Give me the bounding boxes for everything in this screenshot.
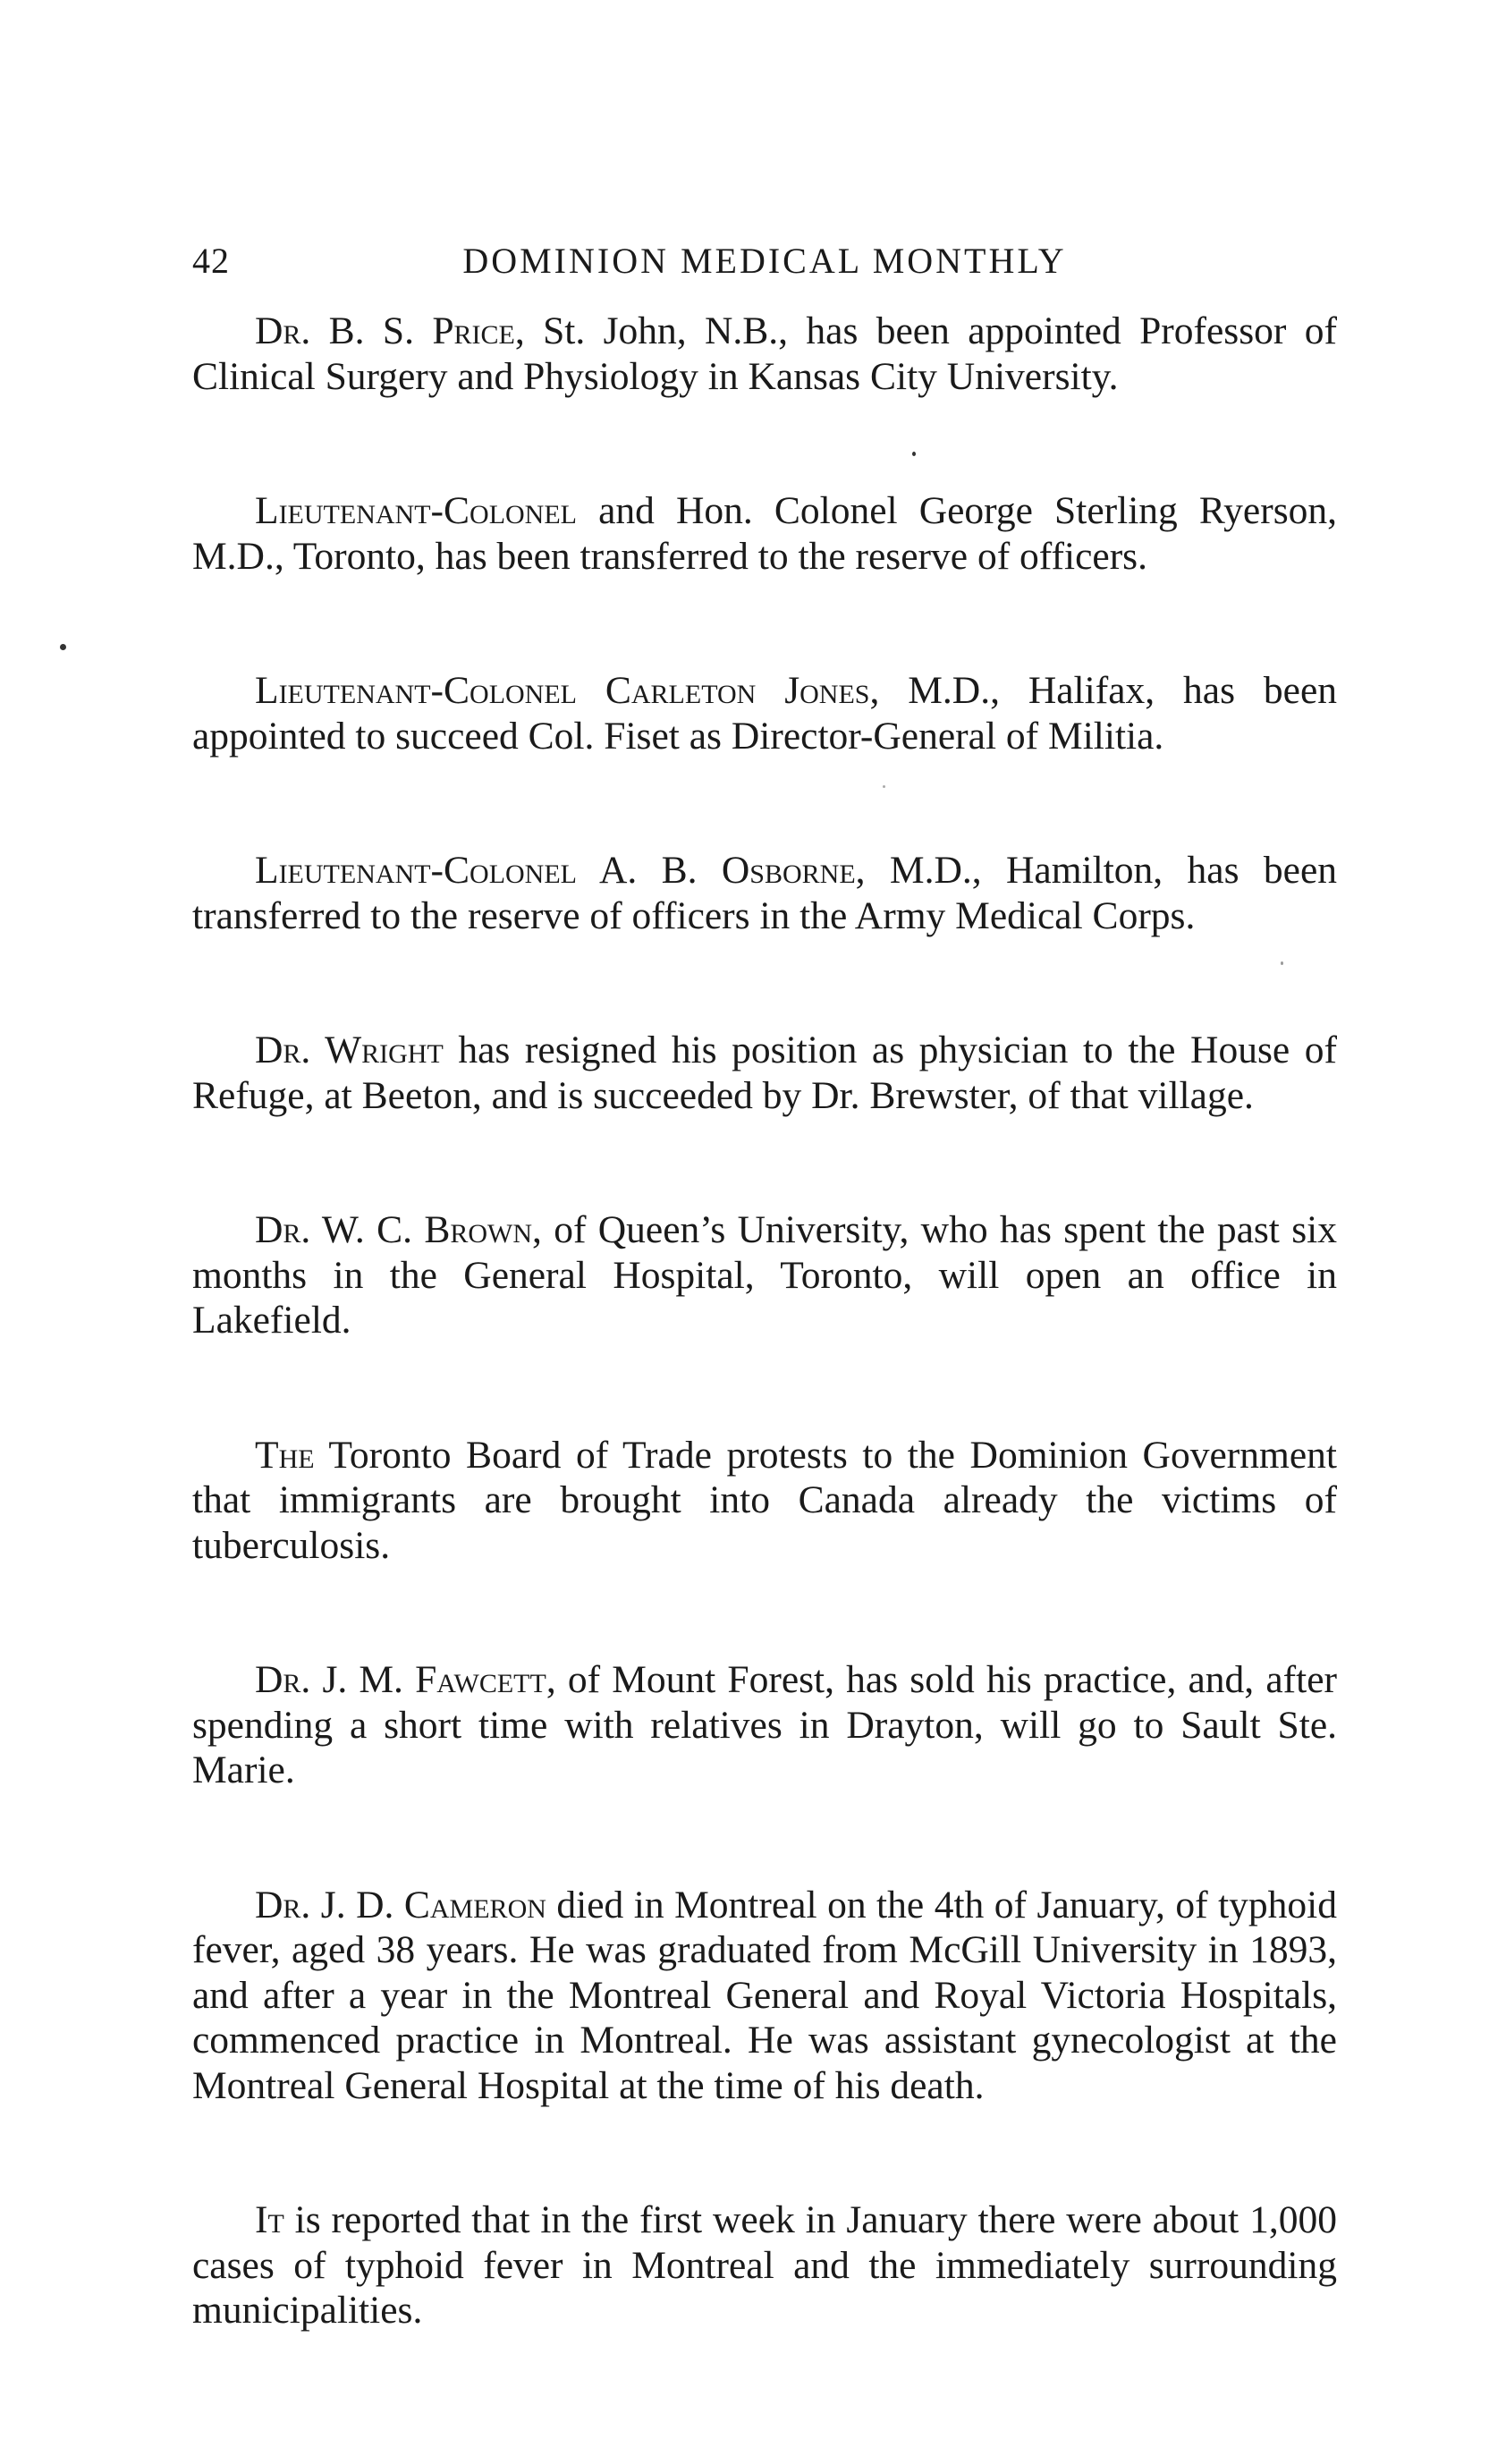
item-lead: Lieutenant-Colonel — [255, 489, 577, 532]
item-lead: The — [255, 1433, 315, 1477]
item-text: and Hon. Colonel George Sterling Ryerson, M.D., Toronto, has been transferred to the reserve of officers. — [192, 489, 1337, 578]
item-lead: It — [255, 2198, 284, 2241]
item-text: of Queen’s University, who has spent the past six months in the General Hospital, Toronto, will open an office in Lakefield. — [192, 1208, 1337, 1342]
item-lead: Dr. J. D. Cameron — [255, 1883, 546, 1926]
news-item — [192, 1883, 1337, 2109]
item-text: is reported that in the first week in January there were about 1,000 cases of typhoid fever in Montreal and the immediately surrounding municipalities. — [192, 2198, 1337, 2332]
item-lead: Lieutenant-Colonel Carleton Jones, — [255, 669, 880, 712]
item-lead: Lieutenant-Colonel A. B. Osborne, — [255, 849, 866, 892]
news-item — [192, 309, 1337, 399]
item-lead: Dr. B. S. Price, — [255, 309, 525, 352]
item-lead: Dr. J. M. Fawcett, — [255, 1658, 556, 1701]
news-items — [192, 309, 1337, 2423]
item-text: of Mount Forest, has sold his practice, and, after spending a short time with relatives in Drayton, will go to Sault Ste. Marie. — [192, 1658, 1337, 1791]
page-header — [192, 240, 1337, 293]
news-item — [192, 488, 1337, 579]
scan-speck — [912, 452, 916, 456]
scan-speck — [60, 644, 66, 650]
item-text: M.D., Hamilton, has been transferred to the reserve of officers in the Army Medical Corps. — [192, 849, 1338, 937]
item-text: St. John, N.B., has been appointed Professor of Clinical Surgery and Physiology in Kansas City University. — [192, 309, 1337, 398]
news-item — [192, 2197, 1337, 2333]
item-lead: Dr. Wright — [255, 1029, 444, 1071]
news-item — [192, 848, 1337, 938]
item-text: died in Montreal on the 4th of January, of typhoid fever, aged 38 years. He was graduated from McGill University in 1893, and after a year in the Montreal General and Royal Victoria Hospitals, commenced practice in Montreal. He was assistant gynecologist at the Montreal General Hospital at the time of his death. — [192, 1883, 1337, 2107]
running-title: DOMINION MEDICAL MONTHLY — [462, 241, 1067, 281]
news-item — [192, 1028, 1337, 1118]
scan-speck — [1281, 961, 1283, 965]
scan-speck — [883, 785, 885, 788]
news-item — [192, 1207, 1337, 1343]
news-item — [192, 668, 1337, 758]
item-text: M.D., Halifax, has been appointed to succeed Col. Fiset as Director-General of Militia. — [192, 669, 1337, 758]
news-item — [192, 1657, 1337, 1793]
news-item — [192, 1433, 1337, 1569]
item-text: Toronto Board of Trade protests to the Dominion Government that immigrants are brought into Canada already the victims of tuberculosis. — [192, 1433, 1337, 1567]
item-text: has resigned his position as physician to the House of Refuge, at Beeton, and is succeeded by Dr. Brewster, of that village. — [192, 1029, 1337, 1117]
item-lead: Dr. W. C. Brown, — [255, 1208, 542, 1251]
page-number: 42 — [192, 241, 230, 281]
